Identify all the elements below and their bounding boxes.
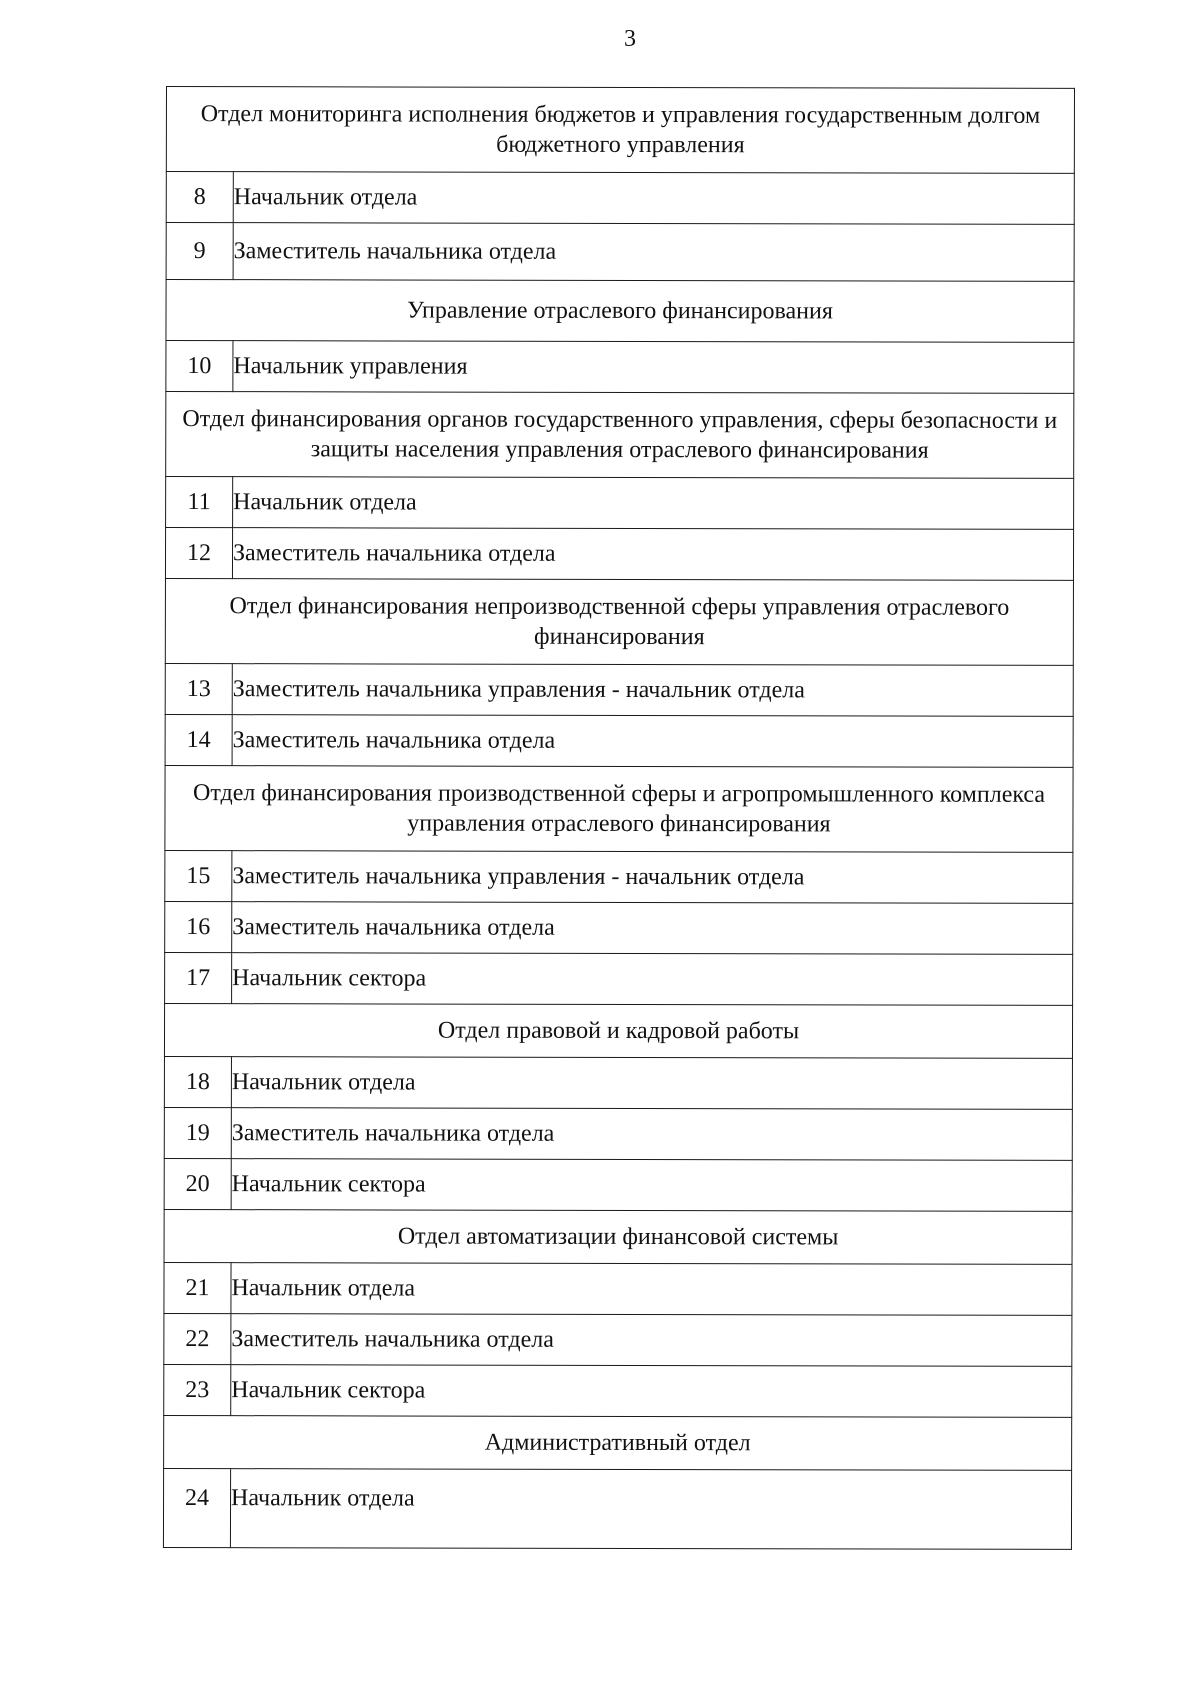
table-row xyxy=(164,1107,1072,1160)
table-section-row xyxy=(166,392,1074,479)
table-row xyxy=(163,1468,1071,1549)
row-number: 10 xyxy=(166,341,233,392)
row-number: 15 xyxy=(165,850,232,901)
position-title: Начальник отдела xyxy=(231,1263,1072,1316)
table-section-row xyxy=(164,1415,1072,1470)
row-number: 18 xyxy=(164,1056,231,1107)
position-title: Начальник отдела xyxy=(233,172,1074,225)
section-heading: Административный отдел xyxy=(164,1415,1072,1470)
row-number: 8 xyxy=(166,172,233,223)
table-section-row xyxy=(165,578,1073,665)
table-section-row xyxy=(166,280,1074,343)
row-number: 11 xyxy=(166,477,233,528)
row-number: 14 xyxy=(165,714,232,765)
position-title: Начальник отдела xyxy=(230,1469,1071,1550)
position-title: Заместитель начальника отдела xyxy=(232,715,1073,768)
row-number: 20 xyxy=(164,1158,231,1209)
table-row xyxy=(164,1262,1072,1315)
table-row xyxy=(164,1313,1072,1366)
position-title: Начальник управления xyxy=(233,341,1074,394)
table-row xyxy=(166,172,1074,225)
table-row xyxy=(165,714,1073,767)
row-number: 21 xyxy=(164,1262,231,1313)
table-row xyxy=(165,663,1073,716)
position-title: Заместитель начальника отдела xyxy=(231,1314,1072,1367)
table-section-row xyxy=(165,765,1073,852)
row-number: 24 xyxy=(163,1468,230,1547)
section-heading: Отдел автоматизации финансовой системы xyxy=(164,1209,1072,1264)
section-heading: Отдел мониторинга исполнения бюджетов и управления государственным долгом бюджетного управления xyxy=(166,87,1074,174)
table-row xyxy=(164,1364,1072,1417)
row-number: 12 xyxy=(165,528,232,579)
table-row xyxy=(165,850,1073,903)
table-row xyxy=(166,477,1074,530)
table-row xyxy=(165,901,1073,954)
table-row xyxy=(165,528,1073,581)
position-title: Заместитель начальника управления - начальник отдела xyxy=(232,664,1073,717)
table-section-row xyxy=(164,1209,1072,1264)
position-title: Заместитель начальника отдела xyxy=(231,1108,1072,1161)
position-title: Начальник отдела xyxy=(231,1057,1072,1110)
position-title: Начальник сектора xyxy=(231,1365,1072,1418)
table-section-row xyxy=(166,87,1074,174)
section-heading: Отдел финансирования производственной сферы и агропромышленного комплекса управления отраслевого финансирования xyxy=(165,765,1073,852)
row-number: 22 xyxy=(164,1313,231,1364)
table-section-row xyxy=(164,1003,1072,1058)
section-heading: Отдел правовой и кадровой работы xyxy=(164,1003,1072,1058)
table-row xyxy=(165,952,1073,1005)
table-row xyxy=(164,1158,1072,1211)
section-heading: Отдел финансирования органов государственного управления, сферы безопасности и защиты населения управления отраслевого финансирования xyxy=(166,392,1074,479)
position-title: Заместитель начальника отдела xyxy=(232,902,1073,955)
position-title: Начальник сектора xyxy=(232,953,1073,1006)
row-number: 23 xyxy=(164,1364,231,1415)
section-heading: Управление отраслевого финансирования xyxy=(166,280,1074,343)
row-number: 16 xyxy=(165,901,232,952)
table-row xyxy=(166,341,1074,394)
row-number: 19 xyxy=(164,1107,231,1158)
row-number: 17 xyxy=(165,952,232,1003)
page-number: 3 xyxy=(624,26,636,52)
section-heading: Отдел финансирования непроизводственной сферы управления отраслевого финансирования xyxy=(165,578,1073,665)
row-number: 9 xyxy=(166,223,233,280)
row-number: 13 xyxy=(165,663,232,714)
position-title: Начальник отдела xyxy=(233,477,1074,530)
positions-table xyxy=(163,86,1075,1550)
table-row xyxy=(166,223,1074,282)
table-row xyxy=(164,1056,1072,1109)
position-title: Заместитель начальника отдела xyxy=(233,223,1074,282)
position-title: Начальник сектора xyxy=(231,1159,1072,1212)
position-title: Заместитель начальника управления - начальник отдела xyxy=(232,851,1073,904)
position-title: Заместитель начальника отдела xyxy=(232,528,1073,581)
